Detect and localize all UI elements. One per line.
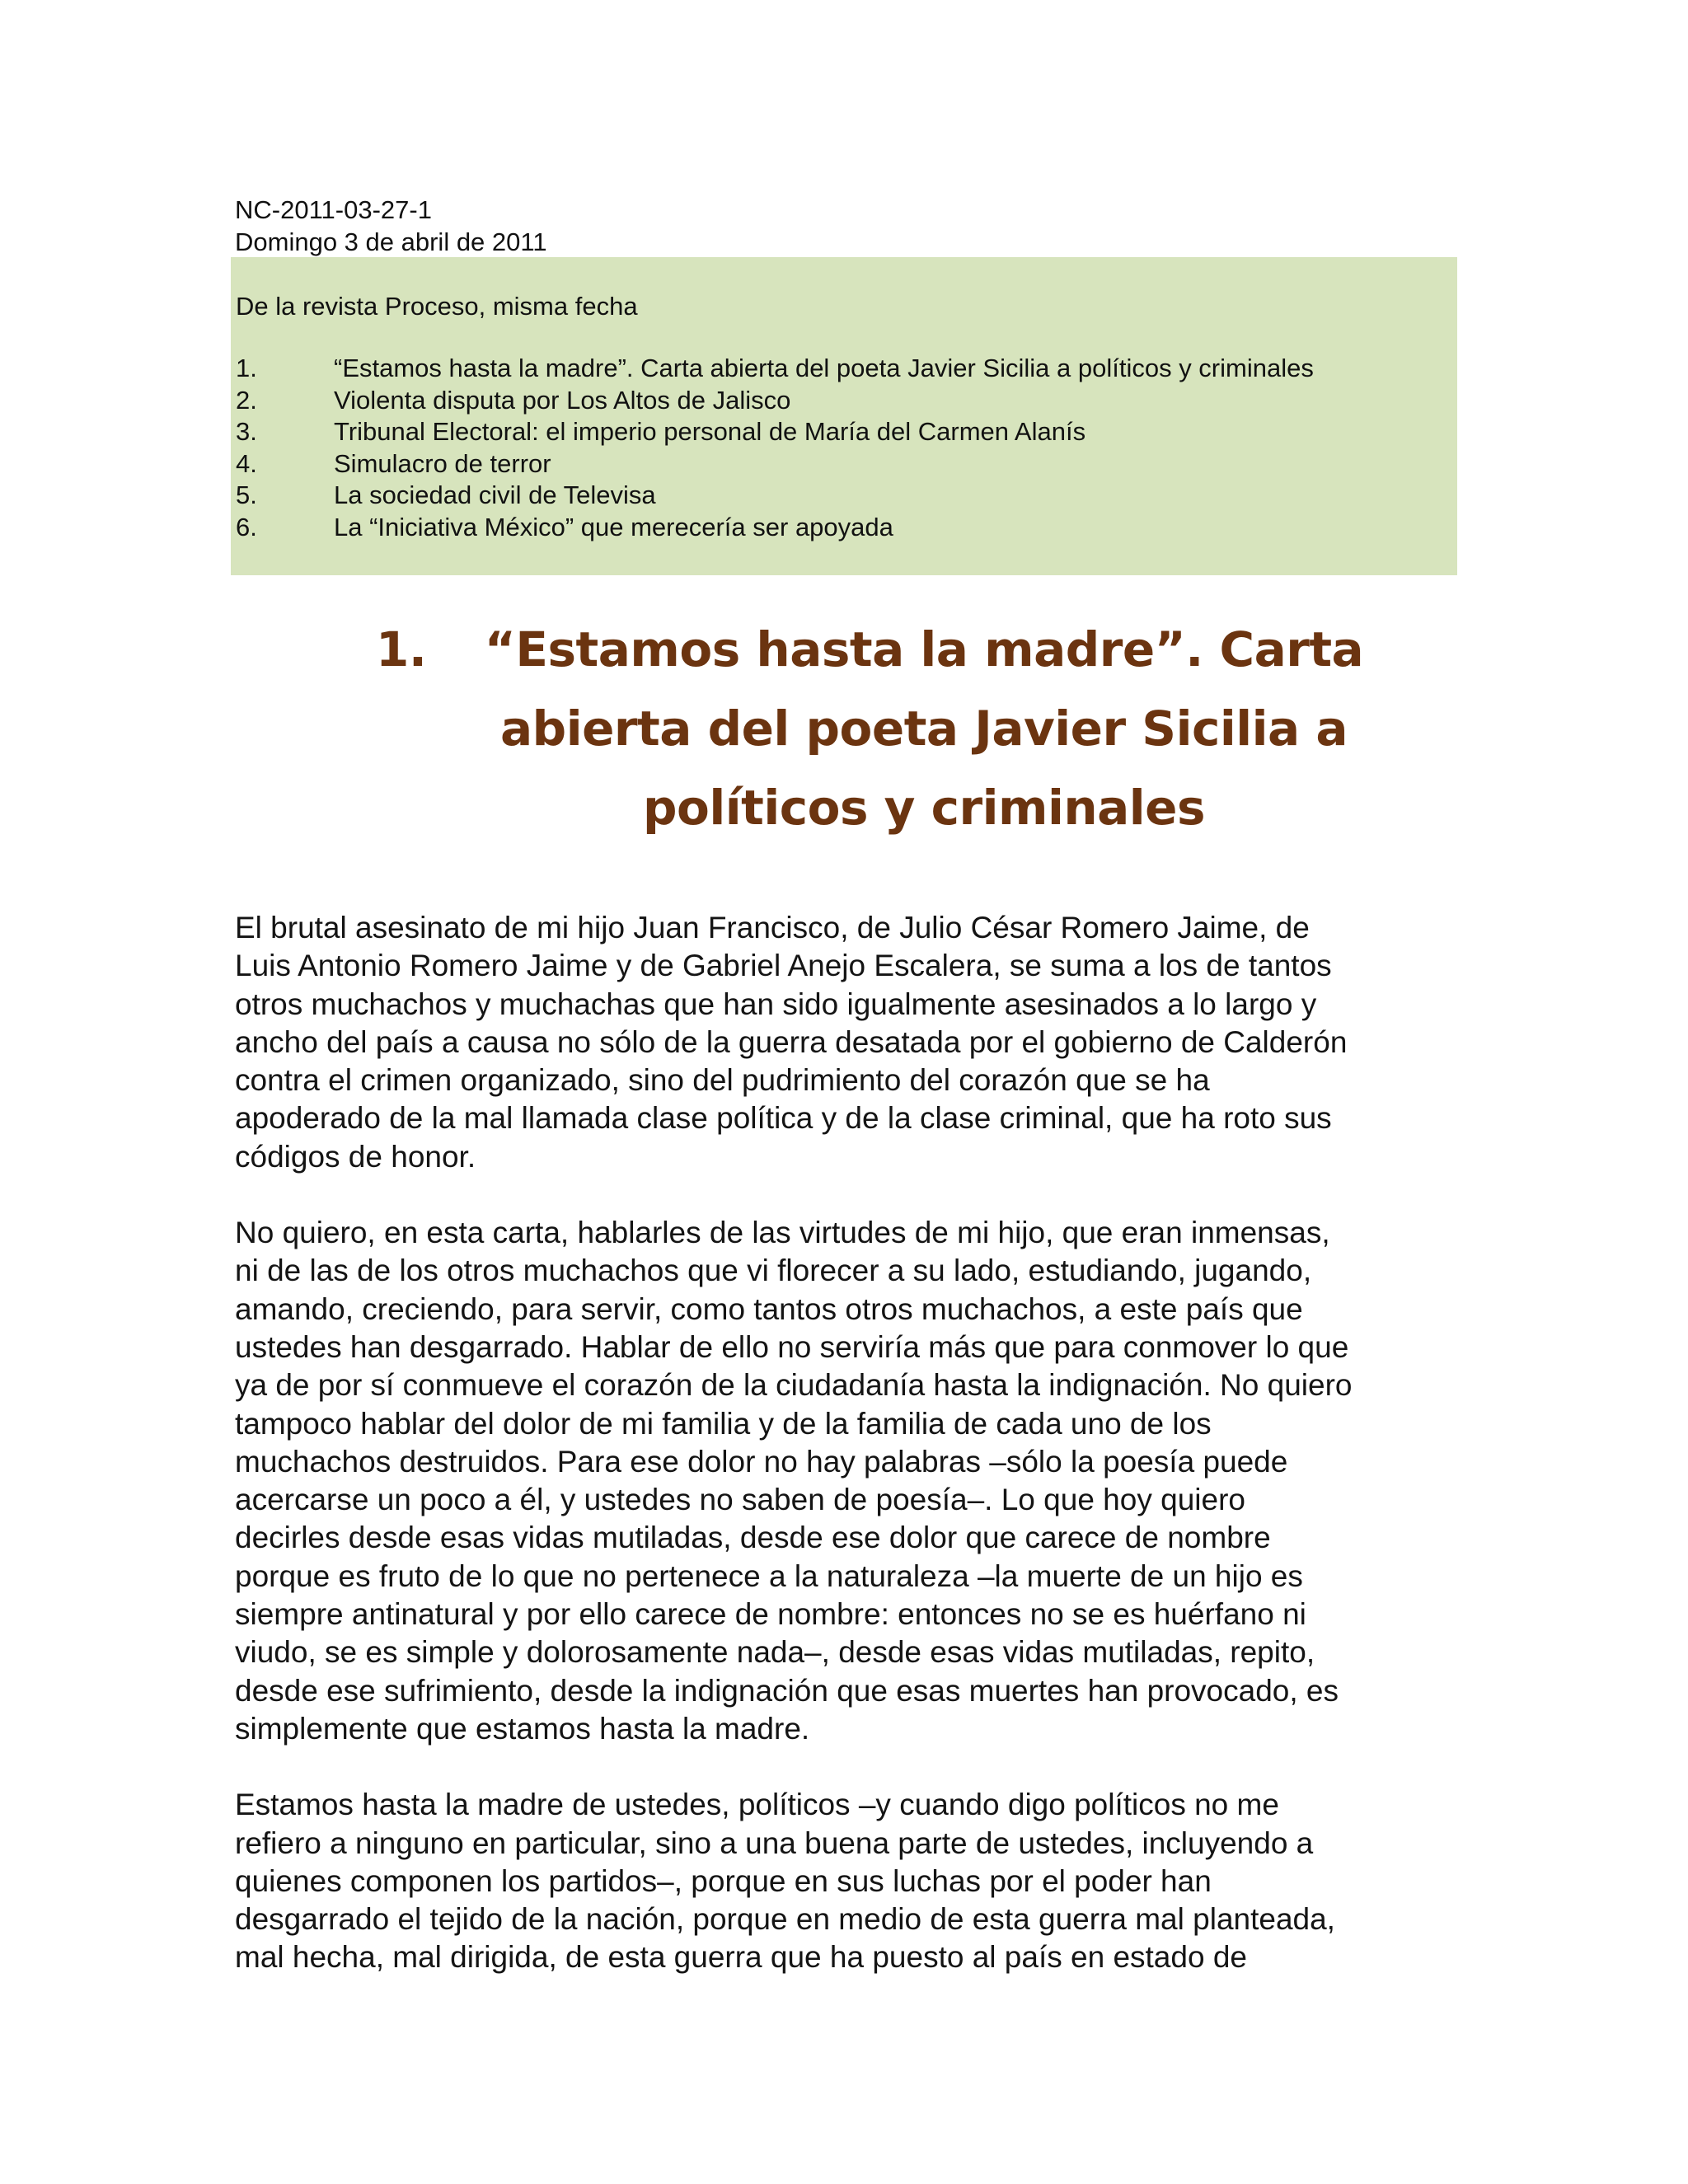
toc-item-title: “Estamos hasta la madre”. Carta abierta del poeta Javier Sicilia a políticos y criminales: [334, 354, 1314, 382]
text-line: Luis Antonio Romero Jaime y de Gabriel Anejo Escalera, se suma a los de tantos: [235, 949, 1332, 983]
toc-item-number: 3.: [236, 417, 257, 446]
article-paragraph: [235, 1214, 1471, 1748]
toc-item-number: 2.: [236, 385, 257, 415]
text-line: tampoco hablar del dolor de mi familia y de la familia de cada uno de los: [235, 1406, 1212, 1441]
article-title-line: “Estamos hasta la madre”. Carta: [484, 621, 1364, 677]
toc-item-title: Violenta disputa por Los Altos de Jalisco: [334, 385, 791, 415]
toc-item-title: Simulacro de terror: [334, 448, 551, 478]
toc-item-number: 4.: [236, 448, 257, 478]
text-line: otros muchachos y muchachas que han sido igualmente asesinados a lo largo y: [235, 987, 1317, 1021]
text-line: No quiero, en esta carta, hablarles de las virtudes de mi hijo, que eran inmensas,: [235, 1216, 1330, 1250]
text-line: ustedes han desgarrado. Hablar de ello no serviría más que para conmover lo que: [235, 1329, 1349, 1364]
text-line: viudo, se es simple y dolorosamente nada–, desde esas vidas mutiladas, repito,: [235, 1635, 1315, 1670]
toc-item-number: 5.: [236, 480, 257, 509]
toc-item-title: La “Iniciativa México” que merecería ser apoyada: [334, 512, 893, 541]
text-line: decirles desde esas vidas mutiladas, desde ese dolor que carece de nombre: [235, 1521, 1271, 1555]
text-line: quienes componen los partidos–, porque en sus luchas por el poder han: [235, 1863, 1212, 1898]
article-title-number: 1.: [376, 621, 427, 677]
article-title-text: [480, 610, 1418, 847]
text-line: ya de por sí conmueve el corazón de la ciudadanía hasta la indignación. No quiero: [235, 1368, 1353, 1403]
text-line: Estamos hasta la madre de ustedes, políticos –y cuando digo políticos no me: [235, 1788, 1279, 1822]
text-line: simplemente que estamos hasta la madre.: [235, 1711, 810, 1746]
toc-source: De la revista Proceso, misma fecha: [236, 292, 638, 321]
text-line: mal hecha, mal dirigida, de esta guerra que ha puesto al país en estado de: [235, 1940, 1247, 1975]
text-line: desgarrado el tejido de la nación, porque en medio de esta guerra mal planteada,: [235, 1902, 1335, 1937]
document-date: Domingo 3 de abril de 2011: [235, 227, 547, 256]
article-paragraph: [235, 909, 1471, 1176]
text-line: ancho del país a causa no sólo de la guerra desatada por el gobierno de Calderón: [235, 1024, 1348, 1059]
article-body: [235, 909, 1471, 2015]
text-line: apoderado de la mal llamada clase política y de la clase criminal, que ha roto sus: [235, 1101, 1332, 1136]
text-line: refiero a ninguno en particular, sino a una buena parte de ustedes, incluyendo a: [235, 1825, 1314, 1860]
document-header: [235, 194, 547, 258]
text-line: muchachos destruidos. Para ese dolor no hay palabras –sólo la poesía puede: [235, 1444, 1288, 1479]
article-title-line: abierta del poeta Javier Sicilia a: [500, 701, 1348, 757]
toc-item-title: La sociedad civil de Televisa: [334, 480, 656, 509]
text-line: El brutal asesinato de mi hijo Juan Francisco, de Julio César Romero Jaime, de: [235, 911, 1310, 944]
toc-item-number: 1.: [236, 354, 257, 382]
table-of-contents: [231, 257, 1457, 575]
article-paragraph: [235, 1786, 1471, 1976]
text-line: desde ese sufrimiento, desde la indignación que esas muertes han provocado, es: [235, 1673, 1339, 1708]
toc-item-title: Tribunal Electoral: el imperio personal de María del Carmen Alanís: [334, 417, 1086, 446]
toc-item-number: 6.: [236, 512, 257, 541]
text-line: siempre antinatural y por ello carece de nombre: entonces no se es huérfano ni: [235, 1597, 1306, 1632]
text-line: contra el crimen organizado, sino del pudrimiento del corazón que se ha: [235, 1063, 1210, 1098]
text-line: acercarse un poco a él, y ustedes no saben de poesía–. Lo que hoy quiero: [235, 1483, 1245, 1517]
text-line: ni de las de los otros muchachos que vi florecer a su lado, estudiando, jugando,: [235, 1254, 1312, 1288]
text-line: porque es fruto de lo que no pertenece a la naturaleza –la muerte de un hijo es: [235, 1558, 1303, 1593]
article-title-line: políticos y criminales: [642, 780, 1206, 836]
article-title: [346, 610, 1418, 847]
text-line: códigos de honor.: [235, 1139, 476, 1174]
text-line: amando, creciendo, para servir, como tantos otros muchachos, a este país que: [235, 1291, 1303, 1326]
document-code: NC-2011-03-27-1: [235, 195, 432, 224]
